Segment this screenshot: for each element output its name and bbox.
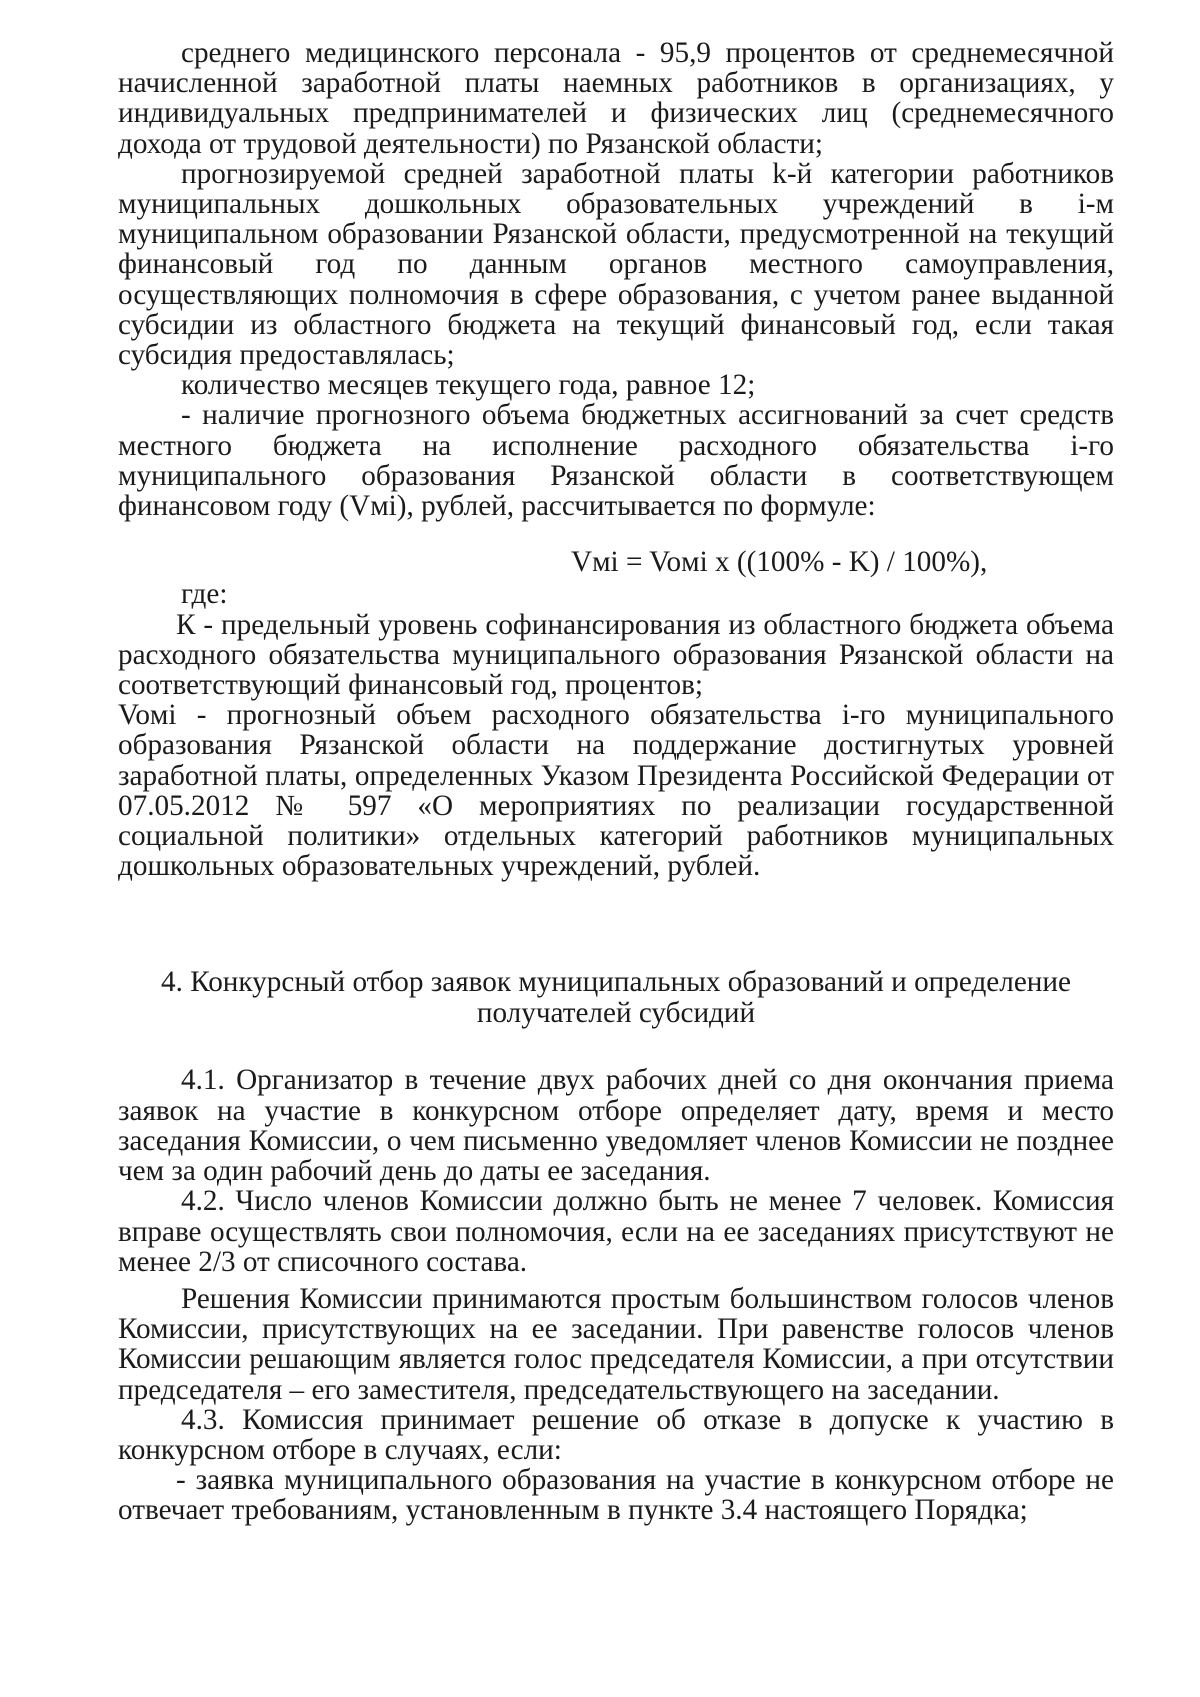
paragraph-commission-decisions: Решения Комиссии принимаются простым большинством голосов членов Комиссии, присутствующих на ее заседании. При равенстве голосов членов Комиссии решающим является голос председателя Комиссии, а при отсутствии председателя – его заместителя, председательствующего на заседании. — [118, 1282, 1114, 1406]
paragraph-4-1: 4.1. Организатор в течение двух рабочих дней со дня окончания приема заявок на участие в конкурсном отборе определяет дату, время и место заседания Комиссии, о чем письменно уведомляет членов Комиссии не позднее чем за один рабочий день до даты ее заседания. — [118, 1064, 1114, 1188]
paragraph-forecast-salary: прогнозируемой средней заработной платы k-й категории работников муниципальных дошкольных образовательных учреждений в i-м муниципальном образовании Рязанской области, предусмотренной на текущий финансовый год по данным органов местного самоуправления, осуществляющих полномочия в сфере образования, с учетом ранее выданной субсидии из областного бюджета на текущий финансовый год, если такая субсидия предоставлялась; — [118, 157, 1114, 372]
section-heading-line1: 4. Конкурсный отбор заявок муниципальных образований и определение — [161, 966, 1071, 999]
paragraph-medical-staff: среднего медицинского персонала - 95,9 процентов от среднемесячной начисленной заработной платы наемных работников в организациях, у индивидуальных предпринимателей и физических лиц (среднемесячного дохода от трудовой деятельности) по Рязанской области; — [118, 37, 1114, 160]
paragraph-4-3: 4.3. Комиссия принимает решение об отказе в допуске к участию в конкурсном отборе в случаях, если: — [118, 1403, 1114, 1466]
where-label: где: — [181, 578, 228, 611]
section-heading — [118, 967, 1114, 1029]
paragraph-4-2: 4.2. Число членов Комиссии должно быть не менее 7 человек. Комиссия вправе осуществлять свои полномочия, если на ее заседаниях присутствуют не менее 2/3 от списочного состава. — [118, 1185, 1114, 1278]
formula-vmi: Vмi = Voмi x ((100% - K) / 100%), — [571, 546, 988, 579]
paragraph-budget-allocation: - наличие прогнозного объема бюджетных ассигнований за счет средств местного бюджета на исполнение расходного обязательства i-го муниципального образования Рязанской области в соответствующем финансовом году (Vмi), рублей, рассчитывается по формуле: — [118, 399, 1114, 523]
paragraph-rejection-reason: - заявка муниципального образования на участие в конкурсном отборе не отвечает требованиям, установленным в пункте 3.4 настоящего Порядка; — [118, 1464, 1114, 1527]
definition-k: К - предельный уровень софинансирования из областного бюджета объема расходного обязательства муниципального образования Рязанской области на соответствующий финансовый год, процентов; — [118, 608, 1114, 702]
definition-vomi: Voмi - прогнозный объем расходного обязательства i-го муниципального образования Рязанской области на поддержание достигнутых уровней заработной платы, определенных Указом Президента Российской Федерации от 07.05.2012 № 597 «О мероприятиях по реализации государственной социальной политики» отдельных категорий работников муниципальных дошкольных образовательных учреждений, рублей. — [118, 699, 1114, 883]
section-heading-line2: получателей субсидий — [476, 997, 756, 1030]
paragraph-months-count: количество месяцев текущего года, равное 12; — [181, 369, 756, 402]
